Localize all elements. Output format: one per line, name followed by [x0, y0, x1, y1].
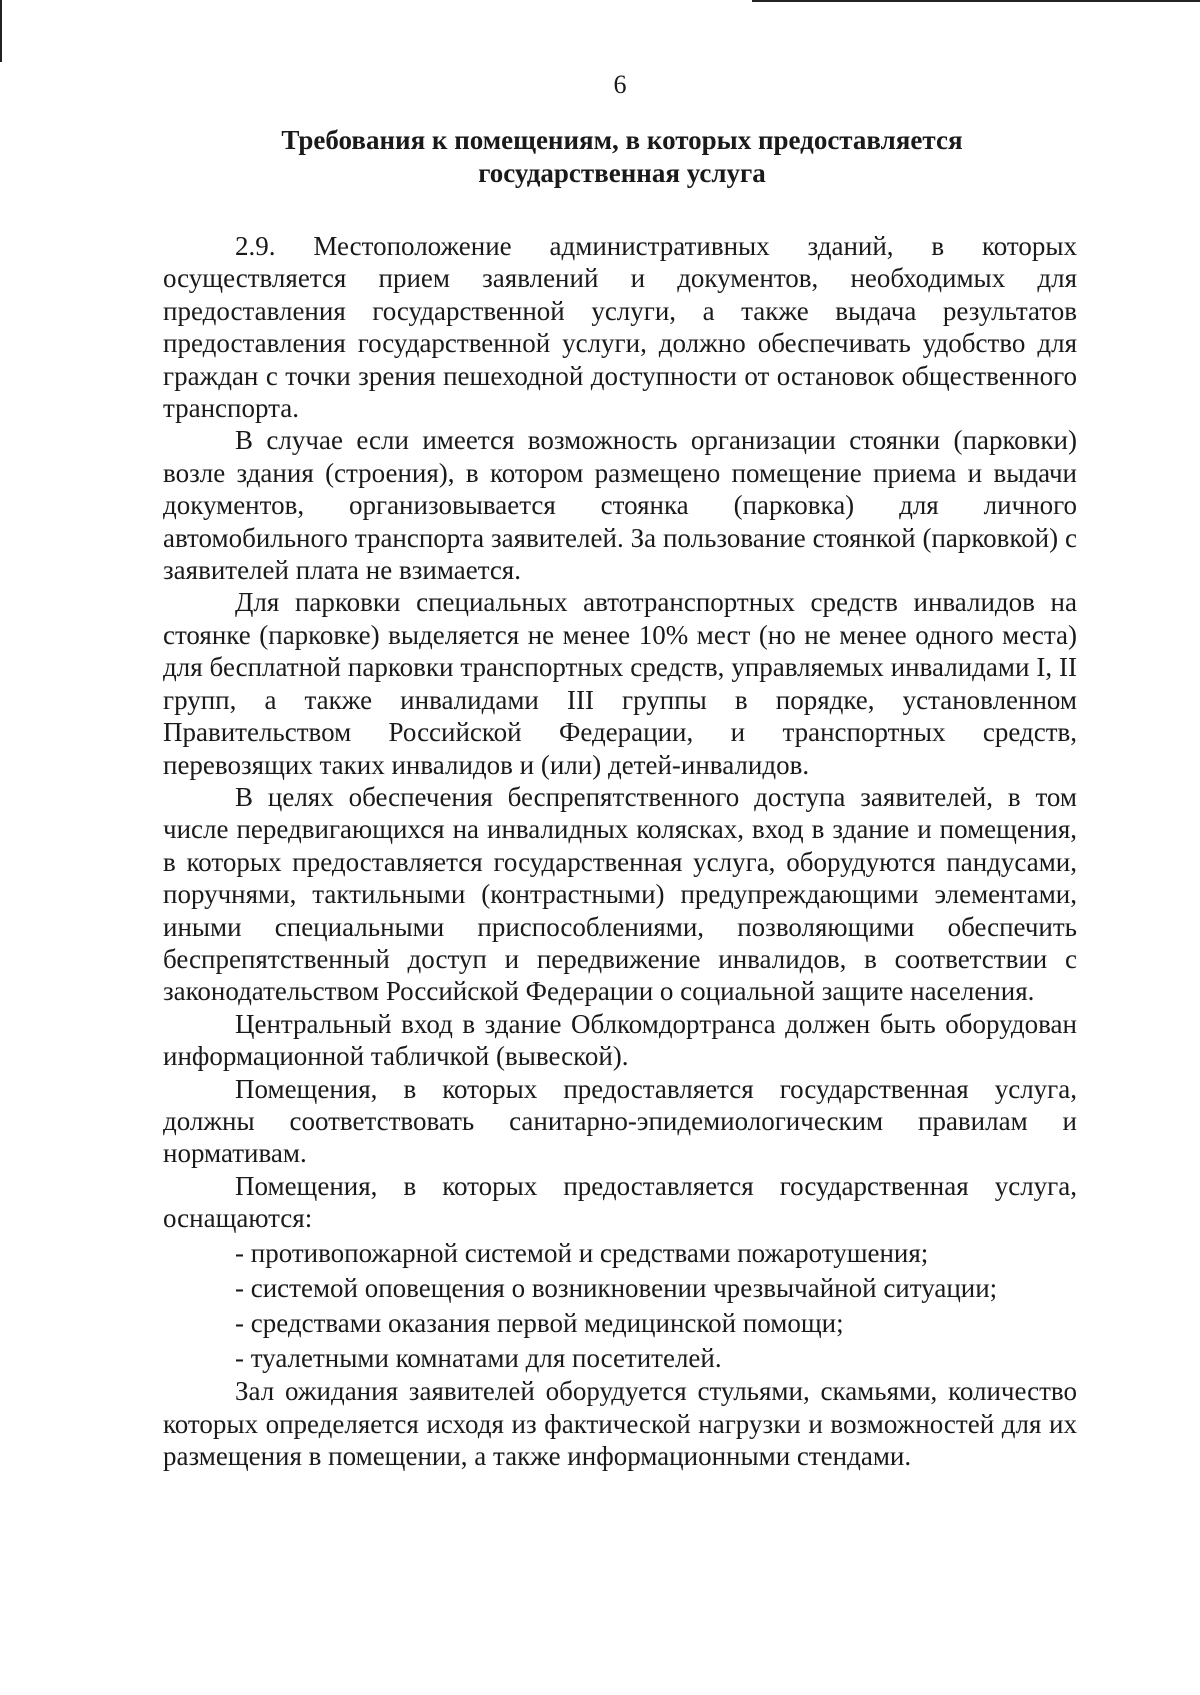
section-heading-line-2: государственная услуга — [478, 158, 766, 188]
paragraph-entrance-sign: Центральный вход в здание Облкомдортранса должен быть оборудован информационной табличкой (вывеской). — [163, 1008, 1077, 1072]
list-item: - противопожарной системой и средствами пожаротушения; — [235, 1238, 929, 1269]
paragraph-sanitary-rules: Помещения, в которых предоставляется государственная услуга, должны соответствовать санитарно-эпидемиологическим правилам и нормативам. — [163, 1073, 1077, 1169]
document-body — [163, 230, 1077, 1473]
paragraph-parking: В случае если имеется возможность организации стоянки (парковки) возле здания (строения), в котором размещено помещение приема и выдачи документов, организовывается стоянка (парковка) для личного автомобильного транспорта заявителей. За пользование стоянкой (парковкой) с заявителей плата не взимается. — [163, 425, 1077, 586]
paragraph-disabled-parking: Для парковки специальных автотранспортных средств инвалидов на стоянке (парковке) выделяется не менее 10% мест (но не менее одного места) для бесплатной парковки транспортных средств, управляемых инвалидами I, II групп, а также инвалидами III группы в порядке, установленном Правительством Российской Федерации, и транспортных средств, перевозящих таких инвалидов и (или) детей-инвалидов. — [163, 587, 1077, 780]
section-heading — [160, 124, 1084, 190]
list-item: - средствами оказания первой медицинской помощи; — [235, 1308, 844, 1339]
list-item: - системой оповещения о возникновении чрезвычайной ситуации; — [235, 1273, 998, 1304]
paragraph-waiting-hall: Зал ожидания заявителей оборудуется стульями, скамьями, количество которых определяется исходя из фактической нагрузки и возможностей для их размещения в помещении, а также информационными стендами. — [163, 1376, 1077, 1472]
scan-border-left — [0, 0, 2, 62]
paragraph-equipment-intro: Помещения, в которых предоставляется государственная услуга, оснащаются: — [163, 1170, 1077, 1234]
scan-border-top — [752, 0, 1200, 2]
equipment-list — [163, 1237, 1077, 1374]
list-item: - туалетными комнатами для посетителей. — [235, 1343, 722, 1374]
paragraph-accessibility: В целях обеспечения беспрепятственного доступа заявителей, в том числе передвигающихся на инвалидных колясках, вход в здание и помещения, в которых предоставляется государственная услуга, оборудуются пандусами, поручнями, тактильными (контрастными) предупреждающими элементами, иными специальными приспособлениями, позволяющими обеспечить беспрепятственный доступ и передвижение инвалидов, в соответствии с законодательством Российской Федерации о социальной защите населения. — [163, 781, 1077, 1007]
section-heading-line-1: Требования к помещениям, в которых предоставляется — [281, 125, 963, 155]
paragraph-2-9-location: 2.9. Местоположение административных зданий, в которых осуществляется прием заявлений и документов, необходимых для предоставления государственной услуги, а также выдача результатов предоставления государственной услуги, должно обеспечивать удобство для граждан с точки зрения пешеходной доступности от остановок общественного транспорта. — [163, 231, 1077, 424]
page-number: 6 — [613, 70, 627, 99]
